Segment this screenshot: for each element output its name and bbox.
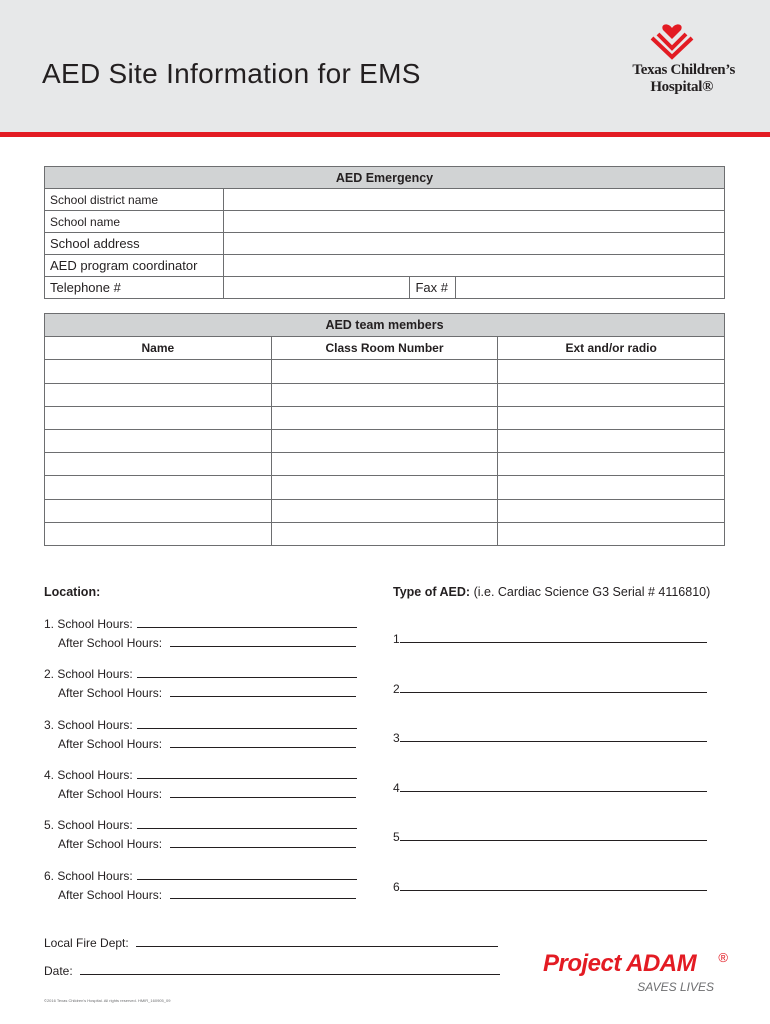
aed-type-number: 5	[393, 830, 400, 844]
team-member-row	[45, 499, 725, 522]
team-ext-cell[interactable]	[498, 406, 725, 429]
school-hours-row	[44, 869, 357, 883]
after-school-hours-label: After School Hours:	[58, 786, 163, 801]
team-classroom-cell[interactable]	[271, 453, 498, 476]
team-classroom-cell[interactable]	[271, 522, 498, 545]
school-hours-label: School Hours:	[57, 868, 133, 883]
team-col-name: Name	[45, 337, 272, 360]
after-school-hours-row	[58, 787, 356, 801]
location-number: 6.	[44, 868, 55, 883]
aed-type-field[interactable]	[400, 633, 707, 643]
school-name-label: School name	[45, 211, 224, 233]
aed-type-line	[393, 880, 707, 894]
location-number: 4.	[44, 767, 55, 782]
fire-dept-label: Local Fire Dept:	[44, 936, 129, 950]
copyright-note: ©2016 Texas Children’s Hospital. All rights reserved. HMIR_160905_09	[44, 998, 171, 1003]
school-district-field[interactable]	[223, 189, 724, 211]
after-school-hours-field[interactable]	[170, 788, 356, 798]
team-classroom-cell[interactable]	[271, 476, 498, 499]
team-col-classroom: Class Room Number	[271, 337, 498, 360]
school-address-label: School address	[45, 233, 224, 255]
aed-emergency-heading: AED Emergency	[45, 167, 725, 189]
after-school-hours-label: After School Hours:	[58, 636, 163, 650]
aed-team-heading: AED team members	[45, 314, 725, 337]
team-ext-cell[interactable]	[498, 476, 725, 499]
telephone-label: Telephone #	[45, 277, 224, 299]
aed-type-line	[393, 731, 707, 745]
aed-coordinator-label: AED program coordinator	[45, 255, 224, 277]
team-member-row	[45, 383, 725, 406]
team-classroom-cell[interactable]	[271, 360, 498, 383]
school-hours-field[interactable]	[137, 769, 357, 779]
school-hours-field[interactable]	[137, 719, 357, 729]
after-school-hours-row	[58, 686, 356, 700]
after-school-hours-label: After School Hours:	[58, 887, 163, 902]
team-name-cell[interactable]	[45, 476, 272, 499]
after-school-hours-row	[58, 636, 356, 650]
fire-dept-field[interactable]	[136, 937, 498, 947]
school-hours-row	[44, 818, 357, 832]
after-school-hours-field[interactable]	[170, 838, 356, 848]
heart-waves-icon	[646, 22, 698, 60]
aed-type-number: 4	[393, 780, 400, 795]
after-school-hours-label: After School Hours:	[58, 686, 163, 701]
after-school-hours-label: After School Hours:	[58, 837, 163, 852]
school-hours-label: School Hours:	[57, 717, 133, 732]
date-label: Date:	[44, 964, 73, 978]
aed-type-heading: Type of AED:	[393, 585, 471, 599]
fax-label: Fax #	[410, 277, 456, 299]
team-member-row	[45, 476, 725, 499]
team-ext-cell[interactable]	[498, 383, 725, 406]
aed-type-number: 1	[393, 632, 400, 646]
team-member-row	[45, 522, 725, 545]
aed-type-line	[393, 632, 707, 646]
team-classroom-cell[interactable]	[271, 383, 498, 406]
aed-type-line	[393, 781, 707, 795]
telephone-field[interactable]	[223, 277, 410, 299]
aed-type-field[interactable]	[400, 831, 707, 841]
fire-dept-row	[44, 936, 498, 950]
team-member-row	[45, 429, 725, 452]
school-hours-row	[44, 768, 357, 782]
aed-type-number: 2	[393, 681, 400, 696]
team-name-cell[interactable]	[45, 406, 272, 429]
school-hours-row	[44, 617, 357, 631]
school-hours-field[interactable]	[137, 668, 357, 678]
team-ext-cell[interactable]	[498, 499, 725, 522]
aed-team-table	[44, 313, 725, 546]
team-ext-cell[interactable]	[498, 522, 725, 545]
team-classroom-cell[interactable]	[271, 499, 498, 522]
team-ext-cell[interactable]	[498, 429, 725, 452]
page-title: AED Site Information for EMS	[42, 58, 421, 89]
school-hours-field[interactable]	[137, 870, 357, 880]
team-classroom-cell[interactable]	[271, 429, 498, 452]
location-number: 2.	[44, 667, 55, 682]
team-ext-cell[interactable]	[498, 453, 725, 476]
aed-emergency-table	[44, 166, 725, 299]
logo-text-line2: Hospital®	[650, 79, 713, 95]
after-school-hours-field[interactable]	[170, 637, 356, 647]
after-school-hours-row	[58, 837, 356, 851]
team-classroom-cell[interactable]	[271, 406, 498, 429]
project-adam-reg-mark: ®	[718, 950, 728, 965]
team-name-cell[interactable]	[45, 453, 272, 476]
school-hours-label: School Hours:	[57, 667, 133, 682]
school-address-field[interactable]	[223, 233, 724, 255]
project-adam-tagline: SAVES LIVES	[637, 980, 714, 994]
school-name-field[interactable]	[223, 211, 724, 233]
after-school-hours-field[interactable]	[170, 687, 356, 697]
after-school-hours-label: After School Hours:	[58, 736, 163, 751]
school-hours-field[interactable]	[137, 618, 357, 628]
location-heading: Location:	[44, 585, 101, 599]
aed-type-field[interactable]	[400, 683, 707, 693]
team-member-row	[45, 453, 725, 476]
date-field[interactable]	[80, 965, 500, 975]
after-school-hours-field[interactable]	[170, 738, 356, 748]
aed-type-line	[393, 830, 707, 844]
aed-type-number: 3	[393, 731, 400, 745]
team-member-row	[45, 360, 725, 383]
location-number: 5.	[44, 818, 55, 833]
school-hours-label: School Hours:	[57, 818, 133, 833]
team-rows	[45, 360, 725, 546]
aed-type-field[interactable]	[400, 782, 707, 792]
team-ext-cell[interactable]	[498, 360, 725, 383]
aed-type-number: 6	[393, 879, 400, 894]
aed-type-example: (i.e. Cardiac Science G3 Serial # 4116810)	[473, 585, 711, 599]
header-red-rule	[0, 132, 770, 137]
aed-type-field[interactable]	[400, 732, 707, 742]
fax-field[interactable]	[456, 277, 725, 299]
school-district-label: School district name	[45, 189, 224, 211]
team-col-ext: Ext and/or radio	[498, 337, 725, 360]
aed-type-field[interactable]	[400, 881, 707, 891]
location-number: 1.	[44, 617, 55, 631]
school-hours-row	[44, 718, 357, 732]
after-school-hours-row	[58, 888, 356, 902]
school-hours-label: School Hours:	[57, 617, 133, 631]
after-school-hours-row	[58, 737, 356, 751]
project-adam-logo	[543, 950, 728, 998]
aed-type-line	[393, 682, 707, 696]
texas-childrens-logo	[610, 22, 735, 102]
project-adam-title: Project ADAM	[543, 950, 697, 977]
team-member-row	[45, 406, 725, 429]
aed-coordinator-field[interactable]	[223, 255, 724, 277]
team-name-cell[interactable]	[45, 383, 272, 406]
team-name-cell[interactable]	[45, 429, 272, 452]
school-hours-row	[44, 667, 357, 681]
logo-text-line1: Texas Children’s	[632, 62, 735, 78]
team-name-cell[interactable]	[45, 360, 272, 383]
date-row	[44, 964, 500, 978]
location-number: 3.	[44, 717, 55, 732]
school-hours-field[interactable]	[137, 819, 357, 829]
team-name-cell[interactable]	[45, 522, 272, 545]
aed-type-heading-row	[393, 585, 710, 599]
school-hours-label: School Hours:	[57, 767, 133, 782]
after-school-hours-field[interactable]	[170, 889, 356, 899]
team-name-cell[interactable]	[45, 499, 272, 522]
